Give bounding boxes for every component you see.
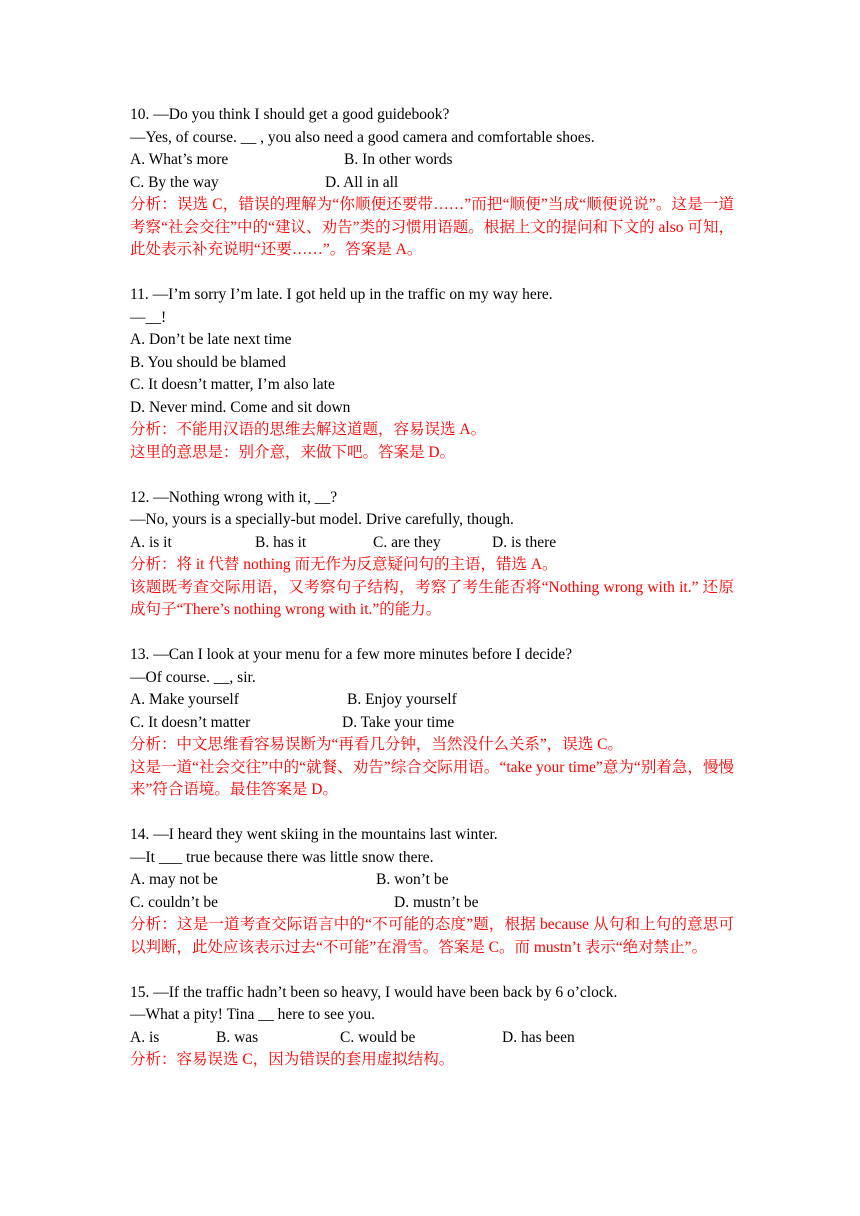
option-b: B. has it [255,533,307,551]
analysis-paragraph: 该题既考查交际用语，又考察句子结构，考察了考生能否将“Nothing wrong with it.” 还原成句子“There’s nothing wrong with it.”的能力。 [130,578,734,618]
options-row [130,149,734,172]
question-13 [130,644,734,802]
question-reply: —What a pity! Tina __ here to see you. [130,1006,375,1023]
question-10 [130,104,734,262]
option-d: D. Never mind. Come and sit down [130,398,351,416]
option-c: C. are they [373,533,441,551]
option-b: B. You should be blamed [130,353,286,371]
analysis-paragraph: 分析：误选 C，错误的理解为“你顺便还要带……”而把“顺便”当成“顺便说说”。这是一道考察“社会交往”中的“建议、劝告”类的习惯用语题。根据上文的提问和下文的 also 可知，此处表示补充说明“还要……”。答案是 A。 [130,196,734,258]
question-reply: —No, yours is a specially-but model. Drive carefully, though. [130,511,514,528]
analysis-paragraph: 分析：将 it 代替 nothing 而无作为反意疑问句的主语，错选 A。 [130,556,558,573]
question-stem: 11. —I’m sorry I’m late. I got held up in the traffic on my way here. [130,286,553,303]
analysis-paragraph: 分析：中文思维看容易误断为“再看几分钟，当然没什么关系”，误选 C。 [130,736,623,753]
question-reply: —Yes, of course. __ , you also need a good camera and comfortable shoes. [130,128,595,146]
options-row [130,892,734,915]
option-d: D. All in all [325,173,399,191]
analysis-paragraph: 分析：这是一道考查交际语言中的“不可能的态度”题，根据 because 从句和上句的意思可以判断，此处应该表示过去“不可能”在滑雪。答案是 C。而 mustn’t 表示“绝对禁止”。 [130,916,734,956]
analysis-paragraph: 分析：容易误选 C，因为错误的套用虚拟结构。 [130,1051,455,1068]
question-stem: 10. —Do you think I should get a good guidebook? [130,106,450,123]
question-14 [130,824,734,959]
option-a: A. What’s more [130,151,229,168]
option-d: D. mustn’t be [394,893,479,911]
question-reply: —Of course. __, sir. [130,668,256,686]
question-11 [130,284,734,464]
options-row [130,869,734,892]
options-row [130,532,734,555]
option-a: A. is [130,1028,160,1046]
option-c: C. couldn’t be [130,893,218,911]
options-row [130,689,734,712]
question-reply: —__! [130,308,167,326]
options-row [130,1027,734,1050]
option-b: B. Enjoy yourself [347,691,457,708]
question-15 [130,982,734,1072]
options-row [130,712,734,735]
question-12 [130,487,734,622]
option-a: A. is it [130,533,172,551]
option-a: A. Don’t be late next time [130,331,292,348]
analysis-paragraph: 分析：不能用汉语的思维去解这道题，容易误选 A。 [130,421,487,438]
option-d: D. has been [502,1028,575,1046]
option-c: C. It doesn’t matter, I’m also late [130,376,335,393]
analysis-paragraph: 这里的意思是：别介意，来做下吧。答案是 D。 [130,443,456,461]
option-a: A. may not be [130,871,218,888]
option-d: D. is there [492,533,557,551]
option-b: B. In other words [344,151,453,168]
option-d: D. Take your time [342,713,455,731]
option-c: C. would be [340,1028,416,1046]
option-b: B. won’t be [376,871,449,888]
question-stem: 14. —I heard they went skiing in the mountains last winter. [130,826,498,843]
options-row [130,172,734,195]
document-page [130,104,734,1094]
analysis-paragraph: 这是一道“社会交往”中的“就餐、劝告”综合交际用语。“take your time”意为“别着急，慢慢来”符合语境。最佳答案是 D。 [130,758,734,798]
question-stem: 15. —If the traffic hadn’t been so heavy, I would have been back by 6 o’clock. [130,983,618,1001]
option-c: C. By the way [130,173,219,191]
question-stem: 12. —Nothing wrong with it, __? [130,488,338,506]
option-a: A. Make yourself [130,691,239,708]
question-stem: 13. —Can I look at your menu for a few more minutes before I decide? [130,646,573,663]
option-c: C. It doesn’t matter [130,713,251,731]
question-reply: —It ___ true because there was little snow there. [130,848,434,866]
option-b: B. was [216,1028,259,1046]
